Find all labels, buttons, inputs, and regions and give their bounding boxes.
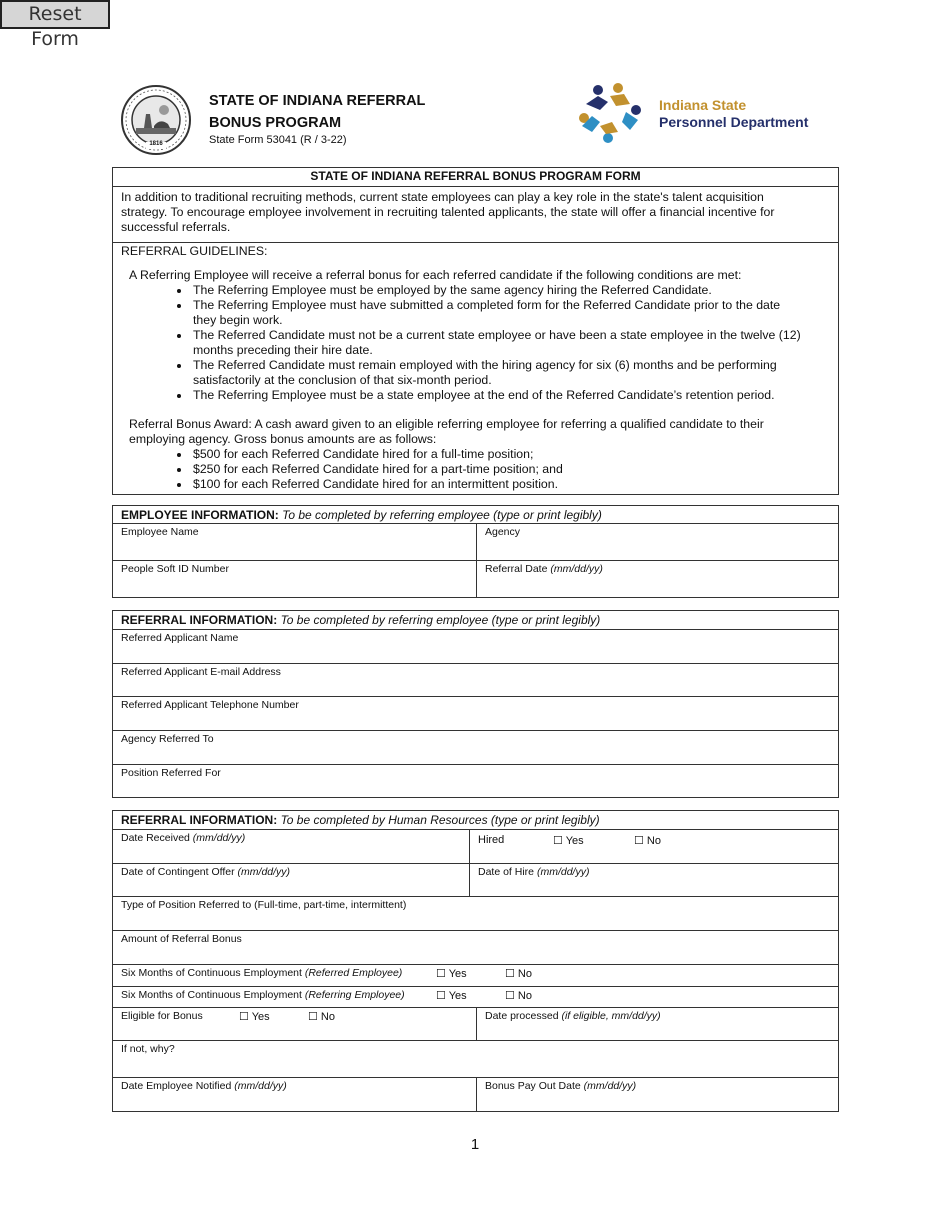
six-months-referred-yes-checkbox[interactable]: ☐ Yes	[436, 968, 467, 980]
condition-item	[191, 358, 830, 388]
contingent-offer-label: Date of Contingent Offer (mm/dd/yy)	[121, 866, 291, 878]
intro-section	[112, 167, 839, 495]
referred-applicant-email-field[interactable]	[113, 664, 838, 697]
agency-referred-to-field[interactable]	[113, 731, 838, 765]
eligible-cell	[113, 1008, 476, 1040]
award-item: • $250 for each Referred Candidate hired for a part-time position; and	[191, 462, 830, 477]
employee-row-1	[113, 524, 838, 561]
date-notified-field[interactable]	[113, 1078, 476, 1112]
field-label: Agency Referred To	[121, 733, 214, 745]
seal-year: 1816	[149, 141, 163, 147]
condition-line: • The Referred Candidate must remain employed with the hiring agency for six (6) months and be performing	[193, 358, 777, 372]
hr-row-date-received	[113, 830, 838, 864]
referral-info-section	[112, 610, 839, 798]
six-months-referring-label: Six Months of Continuous Employment (Referring Employee)	[121, 989, 405, 1001]
award-item: • $100 for each Referred Candidate hired for an intermittent position.	[191, 477, 830, 492]
guidelines-label: REFERRAL GUIDELINES:	[121, 244, 268, 258]
hr-row-dates	[113, 1078, 838, 1112]
six-months-referred-label: Six Months of Continuous Employment (Referred Employee)	[121, 967, 403, 979]
date-received-field[interactable]	[113, 830, 469, 863]
state-seal-image	[120, 84, 192, 156]
payout-date-field[interactable]	[476, 1078, 838, 1112]
condition-line: months preceding their hire date.	[193, 343, 373, 357]
hired-yes-checkbox[interactable]: ☐ Yes	[553, 835, 584, 847]
condition-item	[191, 298, 830, 328]
date-received-label: Date Received (mm/dd/yy)	[121, 832, 246, 844]
payout-date-label: Bonus Pay Out Date (mm/dd/yy)	[485, 1080, 637, 1092]
form-number: State Form 53041 (R / 3-22)	[209, 134, 347, 146]
referred-applicant-phone-field[interactable]	[113, 697, 838, 731]
six-months-referred-no-checkbox[interactable]: ☐ No	[505, 968, 532, 980]
if-not-why-label: If not, why?	[121, 1043, 175, 1055]
section-heading: REFERRAL INFORMATION:	[121, 613, 278, 627]
award-item: • $500 for each Referred Candidate hired for a full-time position;	[191, 447, 830, 462]
section-note: To be completed by Human Resources (type or print legibly)	[280, 813, 600, 827]
agency-field[interactable]	[476, 524, 838, 560]
intro-paragraph	[113, 187, 838, 243]
condition-item	[191, 388, 830, 403]
employee-row-2	[113, 561, 838, 597]
date-of-hire-label: Date of Hire (mm/dd/yy)	[478, 866, 590, 878]
dept-name-line2: Personnel Department	[659, 114, 809, 130]
hired-no-checkbox[interactable]: ☐ No	[634, 835, 661, 847]
field-label: Referred Applicant Telephone Number	[121, 699, 299, 711]
employee-info-section	[112, 505, 839, 598]
condition-item	[191, 283, 830, 298]
employee-name-field[interactable]	[113, 524, 476, 560]
date-notified-label: Date Employee Notified (mm/dd/yy)	[121, 1080, 287, 1092]
condition-line: satisfactorily at the conclusion of that six-month period.	[193, 373, 492, 387]
if-not-why-field[interactable]	[113, 1041, 838, 1078]
page-number: 1	[470, 1136, 480, 1153]
hired-cell	[469, 830, 838, 863]
date-processed-label: Date processed (if eligible, mm/dd/yy)	[485, 1010, 661, 1022]
six-months-referring-no-checkbox[interactable]: ☐ No	[505, 990, 532, 1002]
field-label: Referred Applicant E-mail Address	[121, 666, 281, 678]
hr-info-heading	[113, 811, 838, 830]
reset-form-button[interactable]: Reset Form	[0, 0, 110, 29]
intro-line: In addition to traditional recruiting methods, current state employees can play a key role in the state's talent acquisition	[121, 190, 764, 204]
eligible-label: Eligible for Bonus	[121, 1010, 203, 1022]
employee-info-heading	[113, 506, 838, 524]
amount-bonus-label: Amount of Referral Bonus	[121, 933, 242, 945]
intro-line: strategy. To encourage employee involvement in recruiting talented applicants, the state will offer a financial incentive for	[121, 205, 775, 219]
form-title-line2: BONUS PROGRAM	[209, 115, 342, 131]
six-months-referring-yes-checkbox[interactable]: ☐ Yes	[436, 990, 467, 1002]
condition-line: • The Referring Employee must be a state employee at the end of the Referred Candidate’s retention period.	[193, 388, 775, 402]
condition-line: they begin work.	[193, 313, 283, 327]
six-months-referring-row	[113, 987, 838, 1008]
intro-heading: STATE OF INDIANA REFERRAL BONUS PROGRAM FORM	[113, 168, 838, 187]
referral-info-heading	[113, 611, 838, 630]
hr-info-section	[112, 810, 839, 1112]
condition-line: • The Referred Candidate must not be a current state employee or have been a state employee in the twelve (12)	[193, 328, 801, 342]
personnel-department-logo-icon	[578, 82, 648, 146]
dept-name-line1: Indiana State	[659, 97, 747, 113]
award-line: employing agency. Gross bonus amounts are as follows:	[129, 432, 437, 446]
date-processed-field[interactable]	[476, 1008, 838, 1040]
employee-name-label: Employee Name	[121, 526, 199, 538]
referral-date-label: Referral Date (mm/dd/yy)	[485, 563, 603, 575]
section-heading: REFERRAL INFORMATION:	[121, 813, 278, 827]
hired-label: Hired	[478, 834, 505, 846]
awards-list	[121, 447, 830, 492]
contingent-offer-field[interactable]	[113, 864, 469, 896]
eligible-yes-checkbox[interactable]: ☐ Yes	[239, 1011, 270, 1023]
peoplesoft-id-label: People Soft ID Number	[121, 563, 229, 575]
condition-line: • The Referring Employee must be employed by the same agency hiring the Referred Candidate.	[193, 283, 712, 297]
guidelines-block	[113, 244, 838, 492]
agency-label: Agency	[485, 526, 521, 538]
referred-applicant-name-field[interactable]	[113, 630, 838, 664]
type-of-position-label: Type of Position Referred to (Full-time, part-time, intermittent)	[121, 899, 407, 911]
condition-line: • The Referring Employee must have submitted a completed form for the Referred Candidate prior to the date	[193, 298, 781, 312]
intro-line: successful referrals.	[121, 220, 231, 234]
peoplesoft-id-field[interactable]	[113, 561, 476, 597]
referral-date-field[interactable]	[476, 561, 838, 597]
eligible-no-checkbox[interactable]: ☐ No	[308, 1011, 335, 1023]
position-referred-for-field[interactable]	[113, 765, 838, 797]
section-note: To be completed by referring employee (type or print legibly)	[282, 508, 602, 522]
field-label: Position Referred For	[121, 767, 221, 779]
date-of-hire-field[interactable]	[469, 864, 838, 896]
condition-item	[191, 328, 830, 358]
six-months-referred-row	[113, 965, 838, 987]
form-title-line1: STATE OF INDIANA REFERRAL	[209, 93, 426, 109]
hr-row-offer	[113, 864, 838, 897]
amount-bonus-field[interactable]	[113, 931, 838, 965]
field-label: Referred Applicant Name	[121, 632, 239, 644]
award-line: Referral Bonus Award: A cash award given to an eligible referring employee for referring a qualified candidate to their	[129, 417, 764, 431]
eligible-row	[113, 1008, 838, 1041]
section-heading: EMPLOYEE INFORMATION:	[121, 508, 279, 522]
conditions-intro: A Referring Employee will receive a referral bonus for each referred candidate if the following conditions are met:	[129, 268, 742, 282]
conditions-list	[121, 283, 830, 403]
section-note: To be completed by referring employee (type or print legibly)	[280, 613, 601, 627]
type-of-position-field[interactable]	[113, 897, 838, 931]
award-paragraph	[121, 417, 830, 447]
